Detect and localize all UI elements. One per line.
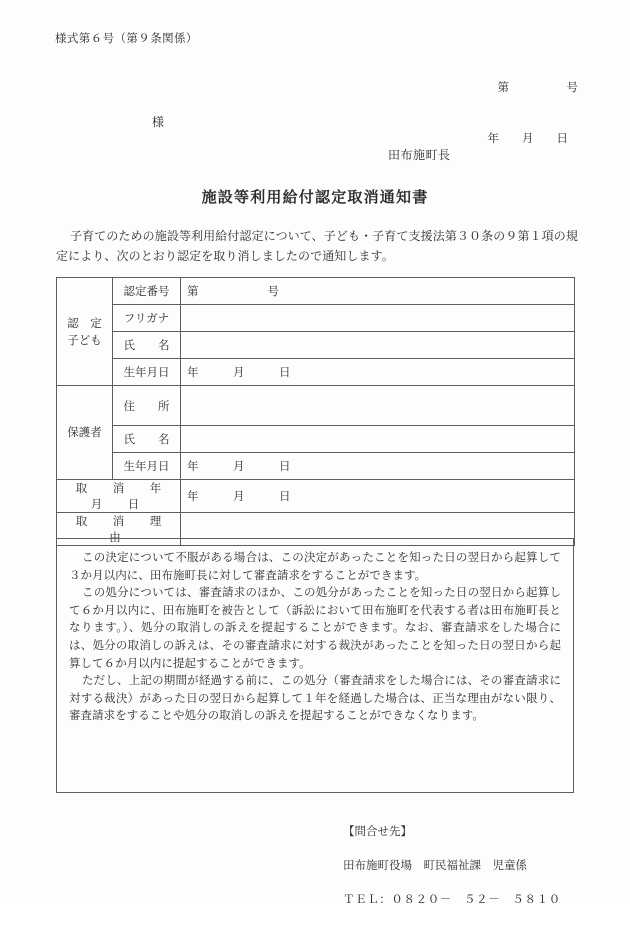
row-label-child-name: 氏 名 bbox=[113, 332, 181, 359]
table-row bbox=[57, 305, 575, 332]
document-number-block bbox=[488, 45, 579, 181]
row-label-guardian-address: 住 所 bbox=[113, 386, 181, 426]
notice-paragraph-1: この決定について不服がある場合は、この決定があったことを知った日の翌日から起算して３か月以内に、田布施町長に対して審査請求をすることができます。 bbox=[69, 550, 561, 582]
document-number-line: 第 号 bbox=[497, 80, 578, 94]
row-label-child-cert-number: 認定番号 bbox=[113, 278, 181, 305]
table-row bbox=[57, 386, 575, 426]
table-row bbox=[57, 332, 575, 359]
row-value-guardian-birthdate[interactable]: 年 月 日 bbox=[181, 453, 575, 480]
appeal-notice-box bbox=[56, 538, 574, 793]
certification-table bbox=[56, 277, 575, 546]
row-value-child-birthdate[interactable]: 年 月 日 bbox=[181, 359, 575, 386]
form-number: 様式第６号（第９条関係） bbox=[55, 31, 198, 45]
group-label-guardian: 保護者 bbox=[57, 386, 113, 480]
contact-office: 田布施町役場 町民福祉課 児童係 bbox=[343, 858, 527, 872]
row-value-guardian-name[interactable] bbox=[181, 426, 575, 453]
row-label-cancel-date: 取 消 年 月 日 bbox=[57, 480, 181, 513]
table-row bbox=[57, 480, 575, 513]
contact-block bbox=[343, 806, 561, 925]
notice-paragraph-3: ただし、上記の期間が経過する前に、この処分（審査請求をした場合には、その審査請求に対する裁決）があった日の翌日から起算して１年を経過した場合は、正当な理由がない限り、審査請求をすることや処分の取消しの訴えを提起することができなくなります。 bbox=[69, 673, 561, 723]
row-value-child-name[interactable] bbox=[181, 332, 575, 359]
page-title: 施設等利用給付認定取消通知書 bbox=[201, 188, 429, 206]
notice-paragraph-2: この処分については、審査請求のほか、この処分があったことを知った日の翌日から起算して６か月以内に、田布施町を被告として（訴訟において田布施町を代表する者は田布施町長となります。）、処分の取消しの訴えを提起することができます。なお、審査請求をした場合には、処分の取消しの訴えは、その審査請求に対する裁決があったことを知った日の翌日から起算して６か月以内に提起することができます。 bbox=[69, 585, 561, 670]
table-row bbox=[57, 453, 575, 480]
table-row bbox=[57, 359, 575, 386]
row-label-guardian-name: 氏 名 bbox=[113, 426, 181, 453]
row-label-cancel-reason: 取 消 理 由 bbox=[57, 513, 181, 546]
intro-paragraph: 子育てのための施設等利用給付認定について、子ども・子育て支援法第３０条の９第１項の規定により、次のとおり認定を取り消しましたので通知します。 bbox=[56, 229, 578, 263]
row-label-child-furigana: フリガナ bbox=[113, 305, 181, 332]
row-label-child-birthdate: 生年月日 bbox=[113, 359, 181, 386]
contact-title: 【問合せ先】 bbox=[343, 824, 412, 838]
addressee-honorific: 様 bbox=[152, 115, 165, 129]
row-value-cancel-date[interactable]: 年 月 日 bbox=[181, 480, 575, 513]
row-value-guardian-address[interactable] bbox=[181, 386, 575, 426]
table-row bbox=[57, 426, 575, 453]
group-label-child: 認 定 子ども bbox=[57, 278, 113, 386]
table-row bbox=[57, 278, 575, 305]
issuer-name: 田布施町長 bbox=[388, 148, 451, 162]
document-date-line: 年 月 日 bbox=[487, 131, 568, 145]
row-label-guardian-birthdate: 生年月日 bbox=[113, 453, 181, 480]
row-value-child-furigana[interactable] bbox=[181, 305, 575, 332]
contact-telephone: ＴＥＬ：０８２０－ ５２－ ５８１０ bbox=[343, 892, 561, 906]
row-value-child-cert-number[interactable]: 第 号 bbox=[181, 278, 575, 305]
